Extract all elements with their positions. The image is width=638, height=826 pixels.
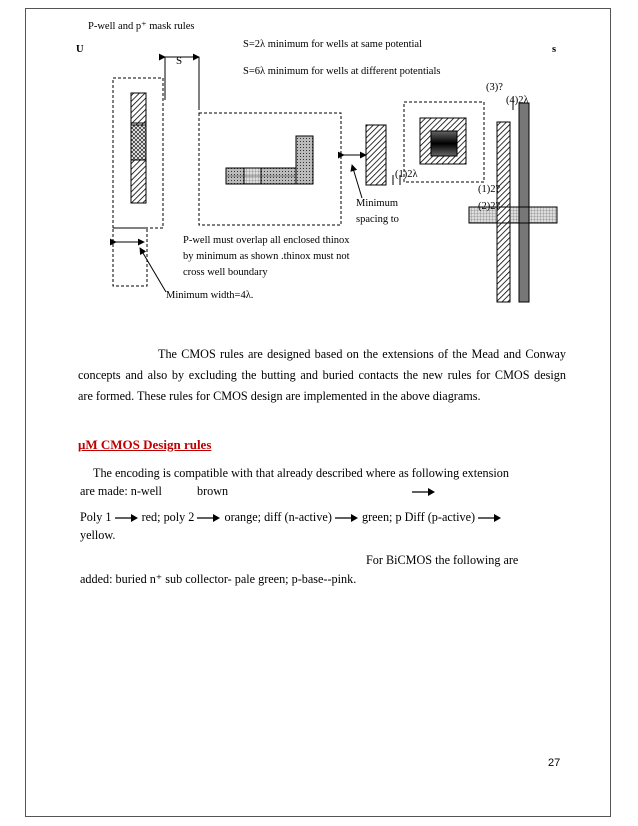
para-line-2: concepts and also by excluding the butting and buried contacts the new rules for CMOS design [78,368,566,382]
para-line-3: are formed. These rules for CMOS design are implemented in the above diagrams. [78,389,481,403]
nwell-arrow-icon [412,487,436,497]
encoding-line3 [80,510,502,525]
label-3: (3)? [486,82,503,93]
label-1b: (1)2? [478,184,501,195]
spacing-s-label: S [176,55,183,67]
figure-title: P-well and p⁺ mask rules [88,21,195,32]
poly1-text: Poly 1 [80,510,112,524]
encoding-line2-a: are made: n-well [80,484,162,498]
arrow-icon [335,513,359,523]
min-width-box [113,228,147,286]
poly1-color-text: red; poly 2 [141,510,195,524]
rule-same-potential: S=2λ minimum for wells at same potential [243,39,422,50]
min-spacing-line1: Minimum [356,198,399,209]
overlap-note-line3: cross well boundary [183,267,268,278]
metal-vertical-bar [519,103,529,302]
arrow-icon [478,513,502,523]
overlap-note-line2: by minimum as shown .thinox must not [183,251,350,262]
clipped-text-right: s [552,44,557,55]
encoding-line4: yellow. [80,528,116,542]
intro-paragraph [78,344,566,407]
contact-cut [431,131,457,156]
para-line-1: The CMOS rules are designed based on the extensions of the Mead and Conway [158,347,566,361]
rule-different-potential: S=6λ minimum for wells at different potentials [243,66,441,77]
added-line: added: buried n⁺ sub collector- pale green; p-base--pink. [80,572,357,586]
min-spacing-line2: spacing to [356,214,399,225]
encoding-line1: The encoding is compatible with that already described where as following extension [93,466,509,480]
overlap-note-line1: P-well must overlap all enclosed thinox [183,235,350,246]
label-1a: (1)2λ [395,169,418,180]
encoding-line2-b: brown [197,484,229,498]
page-number: 27 [548,757,561,769]
arrow-icon [197,513,221,523]
section-heading: μM CMOS Design rules [78,437,212,452]
min-width-label: Minimum width=4λ. [166,290,254,301]
clipped-text-left: U [76,44,84,55]
arrow-icon [115,513,139,523]
poly2-color-text: orange; diff (n-active) [224,510,332,524]
right-diff-strip [366,125,386,185]
label-2: (2)2? [478,201,501,212]
bicmos-line: For BiCMOS the following are [366,553,519,567]
label-4: (4)2λ [506,95,529,106]
vertical-diff [296,136,313,184]
ndiff-color-text: green; p Diff (p-active) [361,510,476,524]
